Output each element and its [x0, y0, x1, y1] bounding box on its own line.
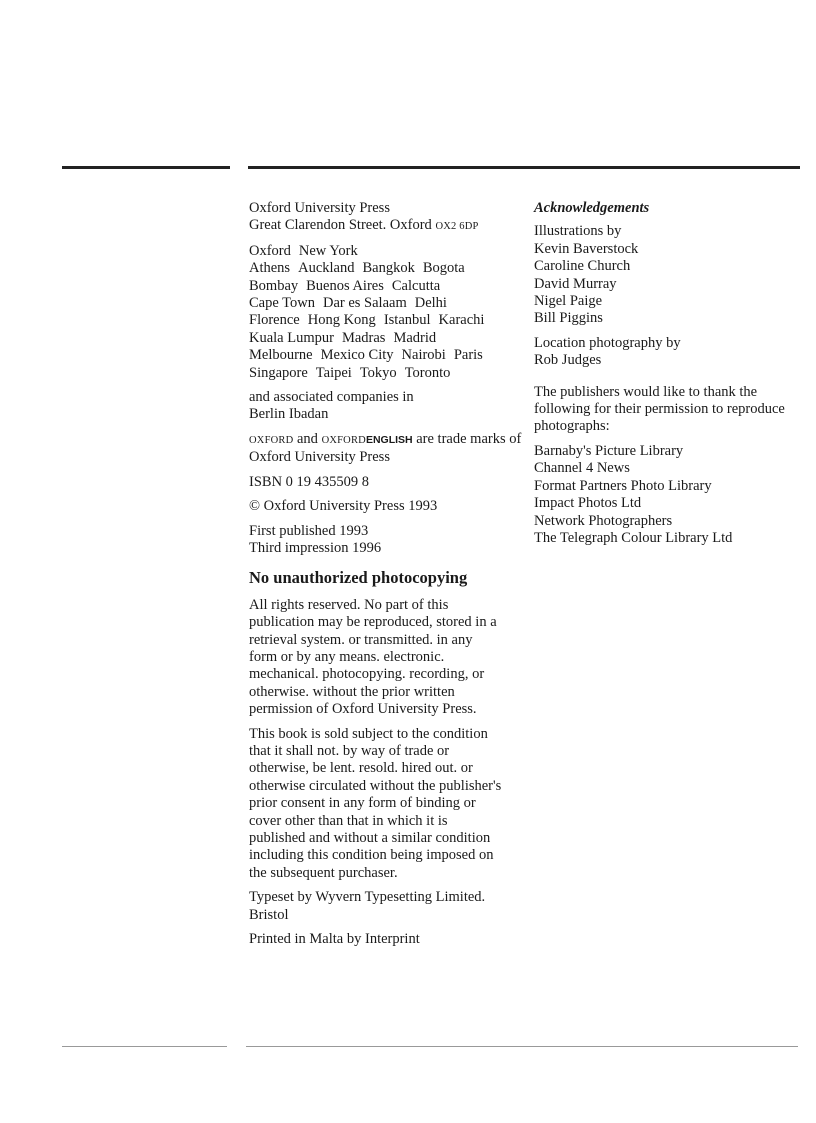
condition-line: published and without a similar condition [249, 830, 491, 846]
city-name: Nairobi [401, 347, 446, 364]
rights-line: retrieval system. or transmitted. in any [249, 631, 473, 648]
thanks-line: following for their permission to reproduce [534, 401, 785, 418]
photo-source: Impact Photos Ltd [534, 495, 642, 512]
thanks-line: The publishers would like to thank the [534, 383, 758, 400]
illustrators-list [534, 241, 799, 328]
bottom-rule-left [62, 1046, 227, 1047]
location-block [534, 335, 799, 370]
city-name: Madras [341, 329, 386, 346]
city-name: Istanbul [383, 312, 431, 329]
city-row [249, 278, 519, 295]
publisher-block [249, 200, 519, 236]
top-rule-left [62, 166, 230, 169]
photo-source: Format Partners Photo Library [534, 477, 712, 494]
city-name: Paris [453, 347, 483, 364]
city-name: Kuala Lumpur [249, 329, 334, 346]
city-name: Bogota [422, 260, 465, 277]
city-name: Hong Kong [307, 312, 376, 329]
rights-line: All rights reserved. No part of this [249, 596, 449, 613]
condition-line: including this condition being imposed on [249, 847, 494, 864]
rights-line: permission of Oxford University Press. [249, 701, 477, 718]
photo-source: Barnaby's Picture Library [534, 442, 684, 459]
condition-line: prior consent in any form of binding or [249, 795, 476, 812]
imprint-column [249, 200, 522, 955]
illustrator-name: Caroline Church [534, 258, 631, 275]
city-name: Auckland [298, 260, 355, 277]
trademark-block [249, 430, 522, 467]
condition-line: otherwise circulated without the publisher's [249, 777, 502, 794]
condition-line: otherwise, be lent. resold. hired out. or [249, 760, 473, 777]
city-name: Madrid [393, 329, 437, 346]
city-row [249, 347, 519, 364]
trademark-line: OXFORD and OXFORDENGLISH are trade marks of [249, 430, 522, 447]
city-name: Buenos Aires [306, 277, 384, 294]
condition-line: that it shall not. by way of trade or [249, 742, 450, 759]
city-row [249, 312, 519, 329]
thanks-paragraph [534, 384, 799, 436]
city-name: Oxford [249, 242, 291, 259]
illustrations-block [534, 223, 799, 327]
illustrator-name: Bill Piggins [534, 310, 603, 327]
publisher-address: Great Clarendon Street. Oxford OX2 6DP [249, 217, 479, 234]
city-name: Delhi [414, 295, 447, 312]
city-row [249, 243, 519, 260]
rights-line: otherwise. without the prior written [249, 683, 455, 700]
photo-source: The Telegraph Colour Library Ltd [534, 529, 733, 546]
illustrator-name: David Murray [534, 275, 617, 292]
illustrator-name: Kevin Baverstock [534, 240, 639, 257]
city-row [249, 295, 519, 312]
location-photographer: Rob Judges [534, 352, 602, 369]
condition-line: cover other than that in which it is [249, 812, 448, 829]
city-name: Florence [249, 312, 300, 329]
condition-line: the subsequent purchaser. [249, 864, 398, 881]
city-name: Athens [249, 260, 291, 277]
city-name: Bombay [249, 277, 299, 294]
copyright: © Oxford University Press 1993 [249, 498, 438, 515]
city-name: New York [298, 242, 358, 259]
photo-source: Network Photographers [534, 512, 673, 529]
top-rule-right [248, 166, 800, 169]
rights-line: form or by any means. electronic. [249, 648, 445, 665]
city-name: Melbourne [249, 347, 313, 364]
photo-sources-list [534, 443, 799, 547]
illustrator-name: Nigel Paige [534, 293, 603, 310]
city-name: Toronto [404, 364, 451, 381]
associated-line-2: Berlin Ibadan [249, 406, 329, 423]
printed-credit: Printed in Malta by Interprint [249, 931, 420, 948]
condition-paragraph [249, 726, 519, 883]
associated-block [249, 389, 519, 424]
associated-line-1: and associated companies in [249, 389, 414, 406]
isbn: ISBN 0 19 435509 8 [249, 473, 370, 490]
city-name: Singapore [249, 364, 308, 381]
condition-line: This book is sold subject to the condition [249, 725, 488, 742]
trademark-line-2: Oxford University Press [249, 449, 390, 466]
impression: Third impression 1996 [249, 539, 382, 556]
city-row [249, 260, 519, 277]
thanks-line: photographs: [534, 418, 610, 435]
illustrations-label: Illustrations by [534, 223, 622, 240]
city-name: Karachi [438, 312, 485, 329]
first-published: First published 1993 [249, 522, 369, 539]
location-label: Location photography by [534, 334, 681, 351]
rights-line: publication may be reproduced, stored in a [249, 614, 497, 631]
city-name: Dar es Salaam [322, 295, 407, 312]
city-name: Calcutta [391, 277, 441, 294]
rights-paragraph [249, 597, 519, 719]
city-name: Tokyo [359, 364, 397, 381]
acknowledgements-heading: Acknowledgements [534, 200, 650, 216]
city-name: Cape Town [249, 295, 315, 312]
publisher-name: Oxford University Press [249, 200, 390, 216]
cities-list [249, 243, 519, 382]
city-row [249, 330, 519, 347]
city-name: Mexico City [320, 347, 394, 364]
typeset-credit: Typeset by Wyvern Typesetting Limited. Bristol [249, 889, 486, 923]
publisher-postcode: OX2 6DP [435, 221, 479, 233]
photo-source: Channel 4 News [534, 460, 630, 477]
city-name: Bangkok [362, 260, 415, 277]
city-name: Taipei [315, 364, 352, 381]
bottom-rule-right [246, 1046, 798, 1047]
no-photocopying-heading: No unauthorized photocopying [249, 568, 468, 588]
publication-history [249, 523, 519, 558]
acknowledgements-column [534, 200, 799, 554]
city-row [249, 365, 519, 382]
rights-line: mechanical. photocopying. recording, or [249, 666, 485, 683]
